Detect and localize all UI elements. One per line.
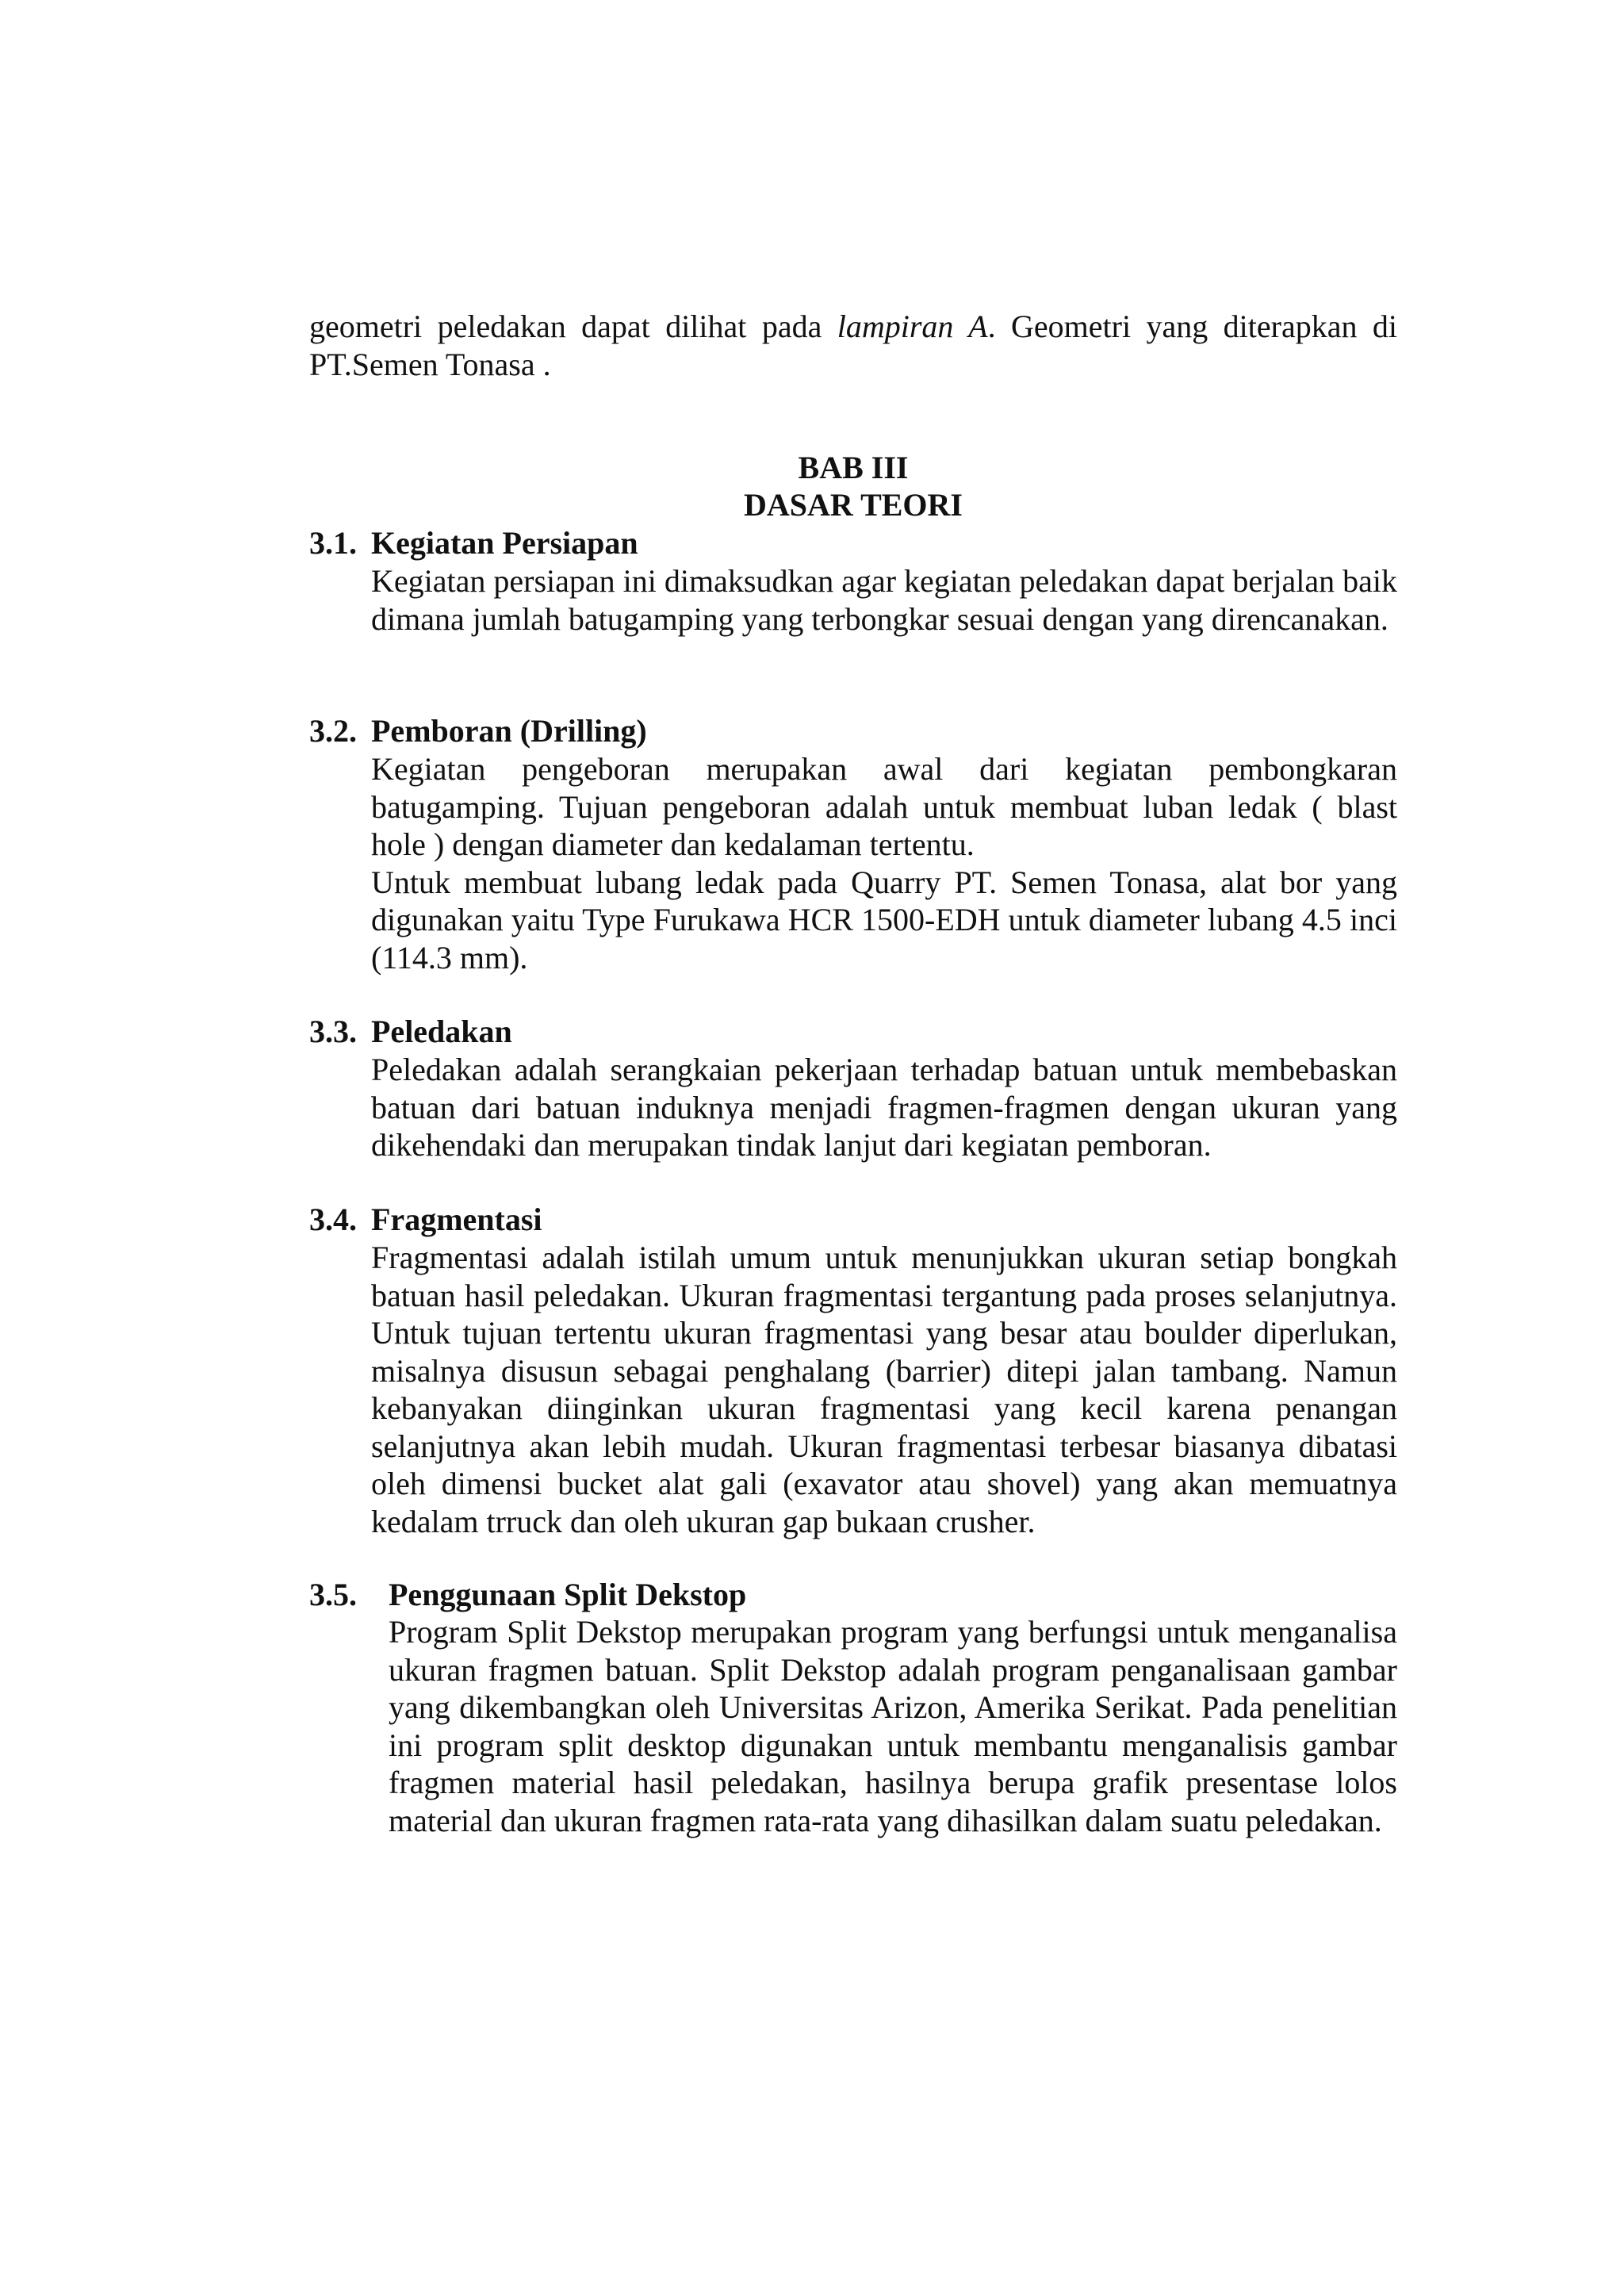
section-paragraph: Peledakan adalah serangkaian pekerjaan terhadap batuan untuk membebaskan batuan dari batuan induknya menjadi fragmen-fragmen dengan ukuran yang dikehendaki dan merupakan tindak lanjut dari kegiatan pemboran. xyxy=(371,1052,1397,1163)
section-number: 3.2. xyxy=(309,713,357,749)
section-heading-3-3 xyxy=(309,1013,512,1050)
section-heading-3-5 xyxy=(309,1576,746,1613)
section-body-3-3 xyxy=(371,1051,1397,1164)
section-number: 3.5. xyxy=(309,1577,357,1612)
section-title: Kegiatan Persiapan xyxy=(371,525,638,561)
section-number: 3.3. xyxy=(309,1014,357,1049)
section-title: Peledakan xyxy=(371,1014,512,1049)
intro-text-before: geometri peledakan dapat dilihat pada xyxy=(309,309,837,344)
section-title: Fragmentasi xyxy=(371,1202,542,1237)
section-title: Penggunaan Split Dekstop xyxy=(389,1577,747,1612)
intro-text xyxy=(309,308,1397,383)
chapter-number: BAB III xyxy=(798,450,909,485)
section-body-3-4 xyxy=(371,1239,1397,1540)
section-heading-3-4 xyxy=(309,1201,542,1238)
section-body-3-1 xyxy=(371,562,1397,638)
intro-paragraph xyxy=(309,308,1397,383)
intro-text-italic: lampiran A xyxy=(837,309,988,344)
section-paragraph: Program Split Dekstop merupakan program yang berfungsi untuk menganalisa ukuran fragmen batuan. Split Dekstop adalah program penganalisaan gambar yang dikembangkan oleh Universitas Arizon, Amerika Serikat. Pada penelitian ini program split desktop digunakan untuk membantu menganalisis gambar fragmen material hasil peledakan, hasilnya berupa grafik presentase lolos material dan ukuran fragmen rata-rata yang dihasilkan dalam suatu peledakan. xyxy=(389,1614,1397,1838)
section-body-3-5 xyxy=(389,1613,1397,1839)
section-paragraph: Kegiatan persiapan ini dimaksudkan agar kegiatan peledakan dapat berjalan baik dimana jumlah batugamping yang terbongkar sesuai dengan yang direncanakan. xyxy=(371,563,1397,637)
chapter-title: DASAR TEORI xyxy=(744,487,963,523)
intro-text-after: . Geometri yang diterapkan di PT.Semen Tonasa . xyxy=(309,309,1398,382)
section-number: 3.1. xyxy=(309,525,357,561)
section-paragraph: Fragmentasi adalah istilah umum untuk menunjukkan ukuran setiap bongkah batuan hasil peledakan. Ukuran fragmentasi tergantung pada proses selanjutnya. Untuk tujuan tertentu ukuran fragmentasi yang besar atau boulder diperlukan, misalnya disusun sebagai penghalang (barrier) ditepi jalan tambang. Namun kebanyakan diinginkan ukuran fragmentasi yang kecil karena penangan selanjutnya akan lebih mudah. Ukuran fragmentasi terbesar biasanya dibatasi oleh dimensi bucket alat gali (exavator atau shovel) yang akan memuatnya kedalam trruck dan oleh ukuran gap bukaan crusher. xyxy=(371,1240,1397,1539)
section-body-3-2 xyxy=(371,750,1397,976)
section-title: Pemboran (Drilling) xyxy=(371,713,647,749)
section-paragraph: Kegiatan pengeboran merupakan awal dari kegiatan pembongkaran batugamping. Tujuan pengeboran adalah untuk membuat luban ledak ( blast hole ) dengan diameter dan kedalaman tertentu. xyxy=(371,751,1397,862)
section-paragraph: Untuk membuat lubang ledak pada Quarry PT. Semen Tonasa, alat bor yang digunakan yaitu Type Furukawa HCR 1500-EDH untuk diameter lubang 4.5 inci (114.3 mm). xyxy=(371,864,1397,976)
section-number: 3.4. xyxy=(309,1202,357,1237)
section-heading-3-2 xyxy=(309,712,647,749)
section-heading-3-1 xyxy=(309,524,638,562)
